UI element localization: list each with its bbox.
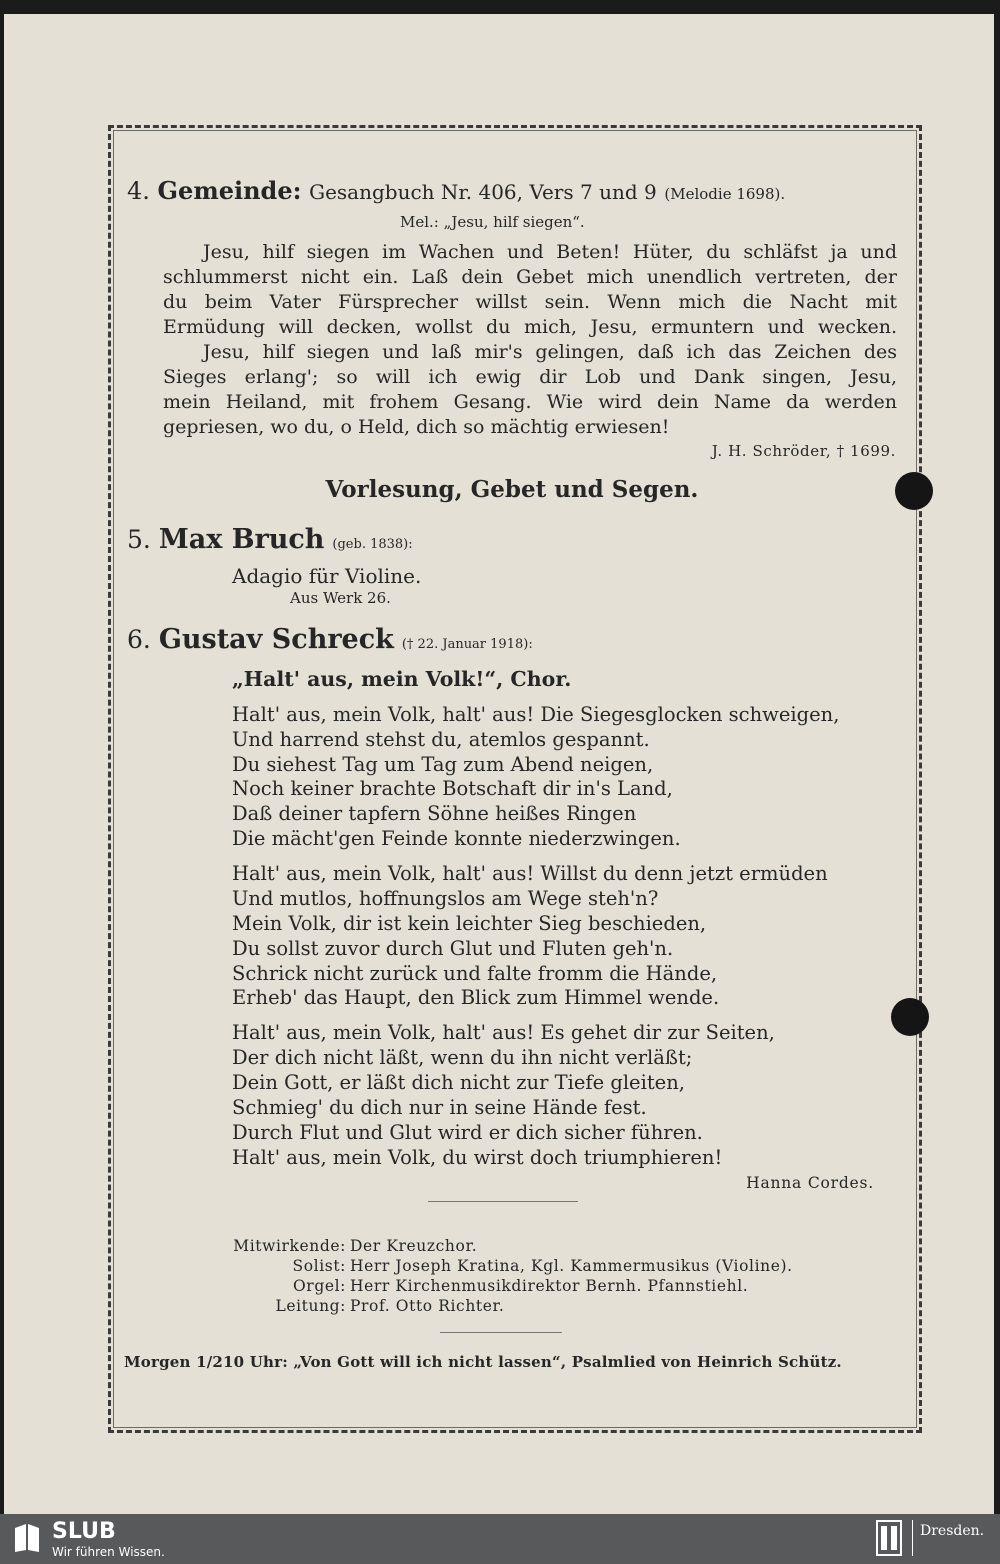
footer-partner: Dresden. — [920, 1523, 985, 1539]
footer-bar — [0, 1514, 1000, 1564]
item6-number: 6. — [127, 625, 151, 654]
hymn-line: mein Heiland, mit frohem Gesang. Wie wird dein Name da werden — [163, 391, 897, 413]
hymn-line: schlummerst nicht ein. Laß dein Gebet mich unendlich vertreten, der — [163, 266, 897, 288]
item4-heading — [127, 176, 785, 205]
item5-work: Adagio für Violine. — [232, 564, 422, 588]
hymn-line: du beim Vater Fürsprecher willst sein. Wenn mich die Nacht mit — [163, 291, 897, 313]
credit-label: Mitwirkende: — [233, 1237, 346, 1255]
poem-line: Die mächt'gen Feinde konnte niederzwingen. — [232, 827, 681, 850]
punch-hole-lower — [891, 998, 929, 1036]
credit-label: Orgel: — [293, 1277, 346, 1295]
poem-line: Der dich nicht läßt, wenn du ihn nicht verläßt; — [232, 1046, 693, 1069]
hymn-line: Ermüdung will decken, wollst du mich, Jesu, ermuntern und wecken. — [163, 316, 897, 338]
item4-melody-note: (Melodie 1698). — [664, 185, 786, 203]
credit-value: Herr Kirchenmusikdirektor Bernh. Pfannstiehl. — [350, 1277, 749, 1295]
credit-label: Leitung: — [275, 1297, 346, 1315]
poem-line: Daß deiner tapfern Söhne heißes Ringen — [232, 802, 637, 825]
item4-subtitle: Gesangbuch Nr. 406, Vers 7 und 9 — [309, 180, 657, 204]
divider — [440, 1332, 562, 1333]
footer-tagline: Wir führen Wissen. — [52, 1545, 165, 1559]
poem-line: Halt' aus, mein Volk, halt' aus! Willst du denn jetzt ermüden — [232, 862, 828, 885]
announcement: Morgen 1/210 Uhr: „Von Gott will ich nicht lassen“, Psalmlied von Heinrich Schütz. — [124, 1353, 842, 1371]
item4-number: 4. — [127, 177, 150, 205]
credit-value: Der Kreuzchor. — [350, 1237, 478, 1255]
hymn-line: Jesu, hilf siegen im Wachen und Beten! Hüter, du schläfst ja und — [203, 241, 897, 263]
item4-title: Gemeinde: — [157, 176, 302, 205]
divider — [428, 1201, 578, 1202]
poem-line: Und mutlos, hoffnungslos am Wege steh'n? — [232, 887, 659, 910]
poem-line: Erheb' das Haupt, den Blick zum Himmel wende. — [232, 986, 720, 1009]
footer-separator — [912, 1520, 913, 1556]
item6-composer: Gustav Schreck — [158, 624, 394, 655]
item6-dates: († 22. Januar 1918): — [401, 637, 533, 652]
footer-brand: SLUB — [52, 1519, 116, 1544]
poem-line: Halt' aus, mein Volk, halt' aus! Es gehet dir zur Seiten, — [232, 1021, 775, 1044]
poem-line: Halt' aus, mein Volk, du wirst doch triumphieren! — [232, 1146, 723, 1169]
item4-mel-line: Mel.: „Jesu, hilf siegen“. — [400, 213, 585, 231]
poem-line: Du siehest Tag um Tag zum Abend neigen, — [232, 753, 654, 776]
hymn-line: Sieges erlang'; so will ich ewig dir Lob und Dank singen, Jesu, — [163, 366, 897, 388]
poem-line: Und harrend stehst du, atemlos gespannt. — [232, 728, 650, 751]
item5-dates: (geb. 1838): — [332, 537, 413, 552]
poem-author: Hanna Cordes. — [746, 1174, 874, 1192]
item6-heading — [127, 624, 533, 655]
city-crest-icon — [876, 1520, 902, 1556]
item5-heading — [127, 524, 413, 555]
item5-number: 5. — [127, 525, 151, 554]
item6-work — [232, 667, 571, 691]
book-icon — [12, 1522, 42, 1554]
hymn-attribution: J. H. Schröder, † 1699. — [711, 442, 896, 460]
item5-composer: Max Bruch — [158, 524, 325, 555]
hymn-line: gepriesen, wo du, o Held, dich so mächtig erwiesen! — [163, 416, 670, 438]
section-heading: Vorlesung, Gebet und Segen. — [325, 476, 699, 503]
poem-line: Du sollst zuvor durch Glut und Fluten geh'n. — [232, 937, 674, 960]
item5-opus: Aus Werk 26. — [290, 589, 391, 607]
poem-line: Durch Flut und Glut wird er dich sicher führen. — [232, 1121, 703, 1144]
poem-line: Noch keiner brachte Botschaft dir in's Land, — [232, 777, 673, 800]
credit-value: Prof. Otto Richter. — [350, 1297, 505, 1315]
poem-line: Dein Gott, er läßt dich nicht zur Tiefe gleiten, — [232, 1071, 685, 1094]
poem-line: Halt' aus, mein Volk, halt' aus! Die Siegesglocken schweigen, — [232, 703, 840, 726]
poem-line: Schrick nicht zurück und falte fromm die Hände, — [232, 962, 718, 985]
hymn-line: Jesu, hilf siegen und laß mir's gelingen, daß ich das Zeichen des — [203, 341, 897, 363]
poem-line: Schmieg' du dich nur in seine Hände fest. — [232, 1096, 647, 1119]
credit-value: Herr Joseph Kratina, Kgl. Kammermusikus (Violine). — [350, 1257, 793, 1275]
credit-label: Solist: — [292, 1257, 346, 1275]
item6-work-title: „Halt' aus, mein Volk!“, Chor. — [232, 667, 572, 691]
poem-line: Mein Volk, dir ist kein leichter Sieg beschieden, — [232, 912, 707, 935]
